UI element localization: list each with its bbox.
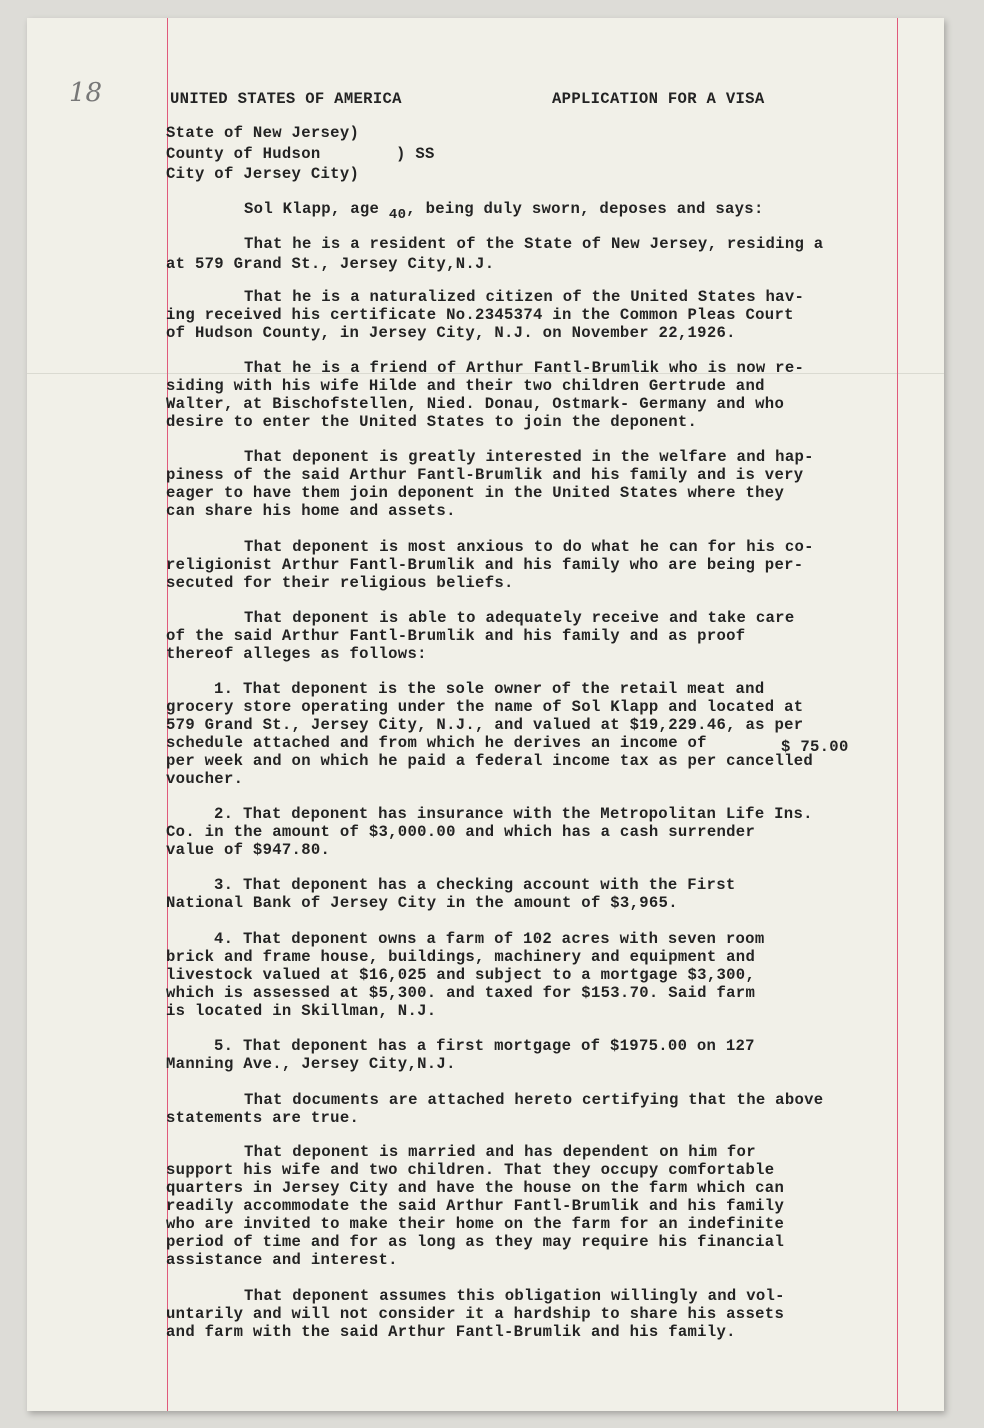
income-amount: $ 75.00 bbox=[781, 738, 849, 756]
para-line: of the said Arthur Fantl-Brumlik and his family and as proof bbox=[166, 627, 746, 645]
item-line: 2. That deponent has insurance with the Metropolitan Life Ins. bbox=[214, 805, 813, 823]
para-line: religionist Arthur Fantl-Brumlik and his family who are being per- bbox=[166, 556, 804, 574]
item-line: livestock valued at $16,025 and subject to a mortgage $3,300, bbox=[166, 966, 756, 984]
header-country: UNITED STATES OF AMERICA bbox=[170, 90, 402, 108]
venue-city: City of Jersey City) bbox=[166, 165, 360, 183]
item-line: grocery store operating under the name of Sol Klapp and located at bbox=[166, 698, 804, 716]
right-margin-rule bbox=[897, 18, 898, 1411]
para-line: That deponent is married and has dependent on him for bbox=[244, 1143, 756, 1161]
para-line: That he is a resident of the State of New Jersey, residing a bbox=[244, 235, 824, 253]
item-line: 579 Grand St., Jersey City, N.J., and valued at $19,229.46, as per bbox=[166, 716, 804, 734]
venue-state: State of New Jersey) bbox=[166, 124, 360, 142]
intro-age: 40 bbox=[388, 207, 407, 223]
para-line: piness of the said Arthur Fantl-Brumlik and his family and is very bbox=[166, 466, 804, 484]
para-line: That deponent is greatly interested in the welfare and hap- bbox=[244, 448, 814, 466]
item-line: is located in Skillman, N.J. bbox=[166, 1002, 437, 1020]
para-line: period of time and for as long as they may require his financial bbox=[166, 1233, 785, 1251]
item-line: 1. That deponent is the sole owner of the retail meat and bbox=[214, 680, 765, 698]
item-line: 3. That deponent has a checking account with the First bbox=[214, 876, 736, 894]
para-line: That he is a friend of Arthur Fantl-Brumlik who is now re- bbox=[244, 359, 805, 377]
para-line: That documents are attached hereto certifying that the above bbox=[244, 1091, 824, 1109]
para-line: can share his home and assets. bbox=[166, 502, 456, 520]
item-line: National Bank of Jersey City in the amount of $3,965. bbox=[166, 894, 678, 912]
item-line: 4. That deponent owns a farm of 102 acres with seven room bbox=[214, 930, 765, 948]
para-line: That deponent assumes this obligation willingly and vol- bbox=[244, 1287, 785, 1305]
item-line: value of $947.80. bbox=[166, 841, 331, 859]
para-line: That he is a naturalized citizen of the United States hav- bbox=[244, 288, 805, 306]
para-line: who are invited to make their home on the farm for an indefinite bbox=[166, 1215, 785, 1233]
para-line: readily accommodate the said Arthur Fantl-Brumlik and his family bbox=[166, 1197, 785, 1215]
item-line: Manning Ave., Jersey City,N.J. bbox=[166, 1055, 456, 1073]
para-line: desire to enter the United States to join the deponent. bbox=[166, 413, 698, 431]
para-line: That deponent is most anxious to do what he can for his co- bbox=[244, 538, 814, 556]
para-line: quarters in Jersey City and have the house on the farm which can bbox=[166, 1179, 785, 1197]
header-title: APPLICATION FOR A VISA bbox=[552, 90, 765, 108]
para-line: of Hudson County, in Jersey City, N.J. on November 22,1926. bbox=[166, 324, 736, 342]
para-line: ing received his certificate No.2345374 in the Common Pleas Court bbox=[166, 306, 794, 324]
para-line: siding with his wife Hilde and their two children Gertrude and bbox=[166, 377, 765, 395]
para-line: secuted for their religious beliefs. bbox=[166, 574, 514, 592]
para-line: untarily and will not consider it a hardship to share his assets bbox=[166, 1305, 785, 1323]
item-line: voucher. bbox=[166, 770, 244, 788]
venue-county: County of Hudson bbox=[166, 145, 321, 163]
item-line: brick and frame house, buildings, machinery and equipment and bbox=[166, 948, 756, 966]
item-line: schedule attached and from which he derives an income of bbox=[166, 734, 707, 752]
para-line: at 579 Grand St., Jersey City,N.J. bbox=[166, 255, 495, 273]
item-line: which is assessed at $5,300. and taxed for $153.70. Said farm bbox=[166, 984, 756, 1002]
para-line: statements are true. bbox=[166, 1109, 360, 1127]
para-line: Walter, at Bischofstellen, Nied. Donau, Ostmark- Germany and who bbox=[166, 395, 785, 413]
venue-ss: ) SS bbox=[396, 145, 435, 163]
para-line: support his wife and two children. That they occupy comfortable bbox=[166, 1161, 775, 1179]
para-line: assistance and interest. bbox=[166, 1251, 398, 1269]
intro-line: Sol Klapp, age 40, being duly sworn, deposes and says: bbox=[244, 200, 764, 223]
para-line: thereof alleges as follows: bbox=[166, 645, 427, 663]
item-line: Co. in the amount of $3,000.00 and which has a cash surrender bbox=[166, 823, 756, 841]
para-line: eager to have them join deponent in the United States where they bbox=[166, 484, 785, 502]
para-line: and farm with the said Arthur Fantl-Brumlik and his family. bbox=[166, 1323, 736, 1341]
item-line: per week and on which he paid a federal income tax as per cancelled bbox=[166, 752, 814, 770]
para-line: That deponent is able to adequately receive and take care bbox=[244, 609, 795, 627]
pencil-annotation: 18 bbox=[69, 78, 103, 108]
item-line: 5. That deponent has a first mortgage of $1975.00 on 127 bbox=[214, 1037, 755, 1055]
